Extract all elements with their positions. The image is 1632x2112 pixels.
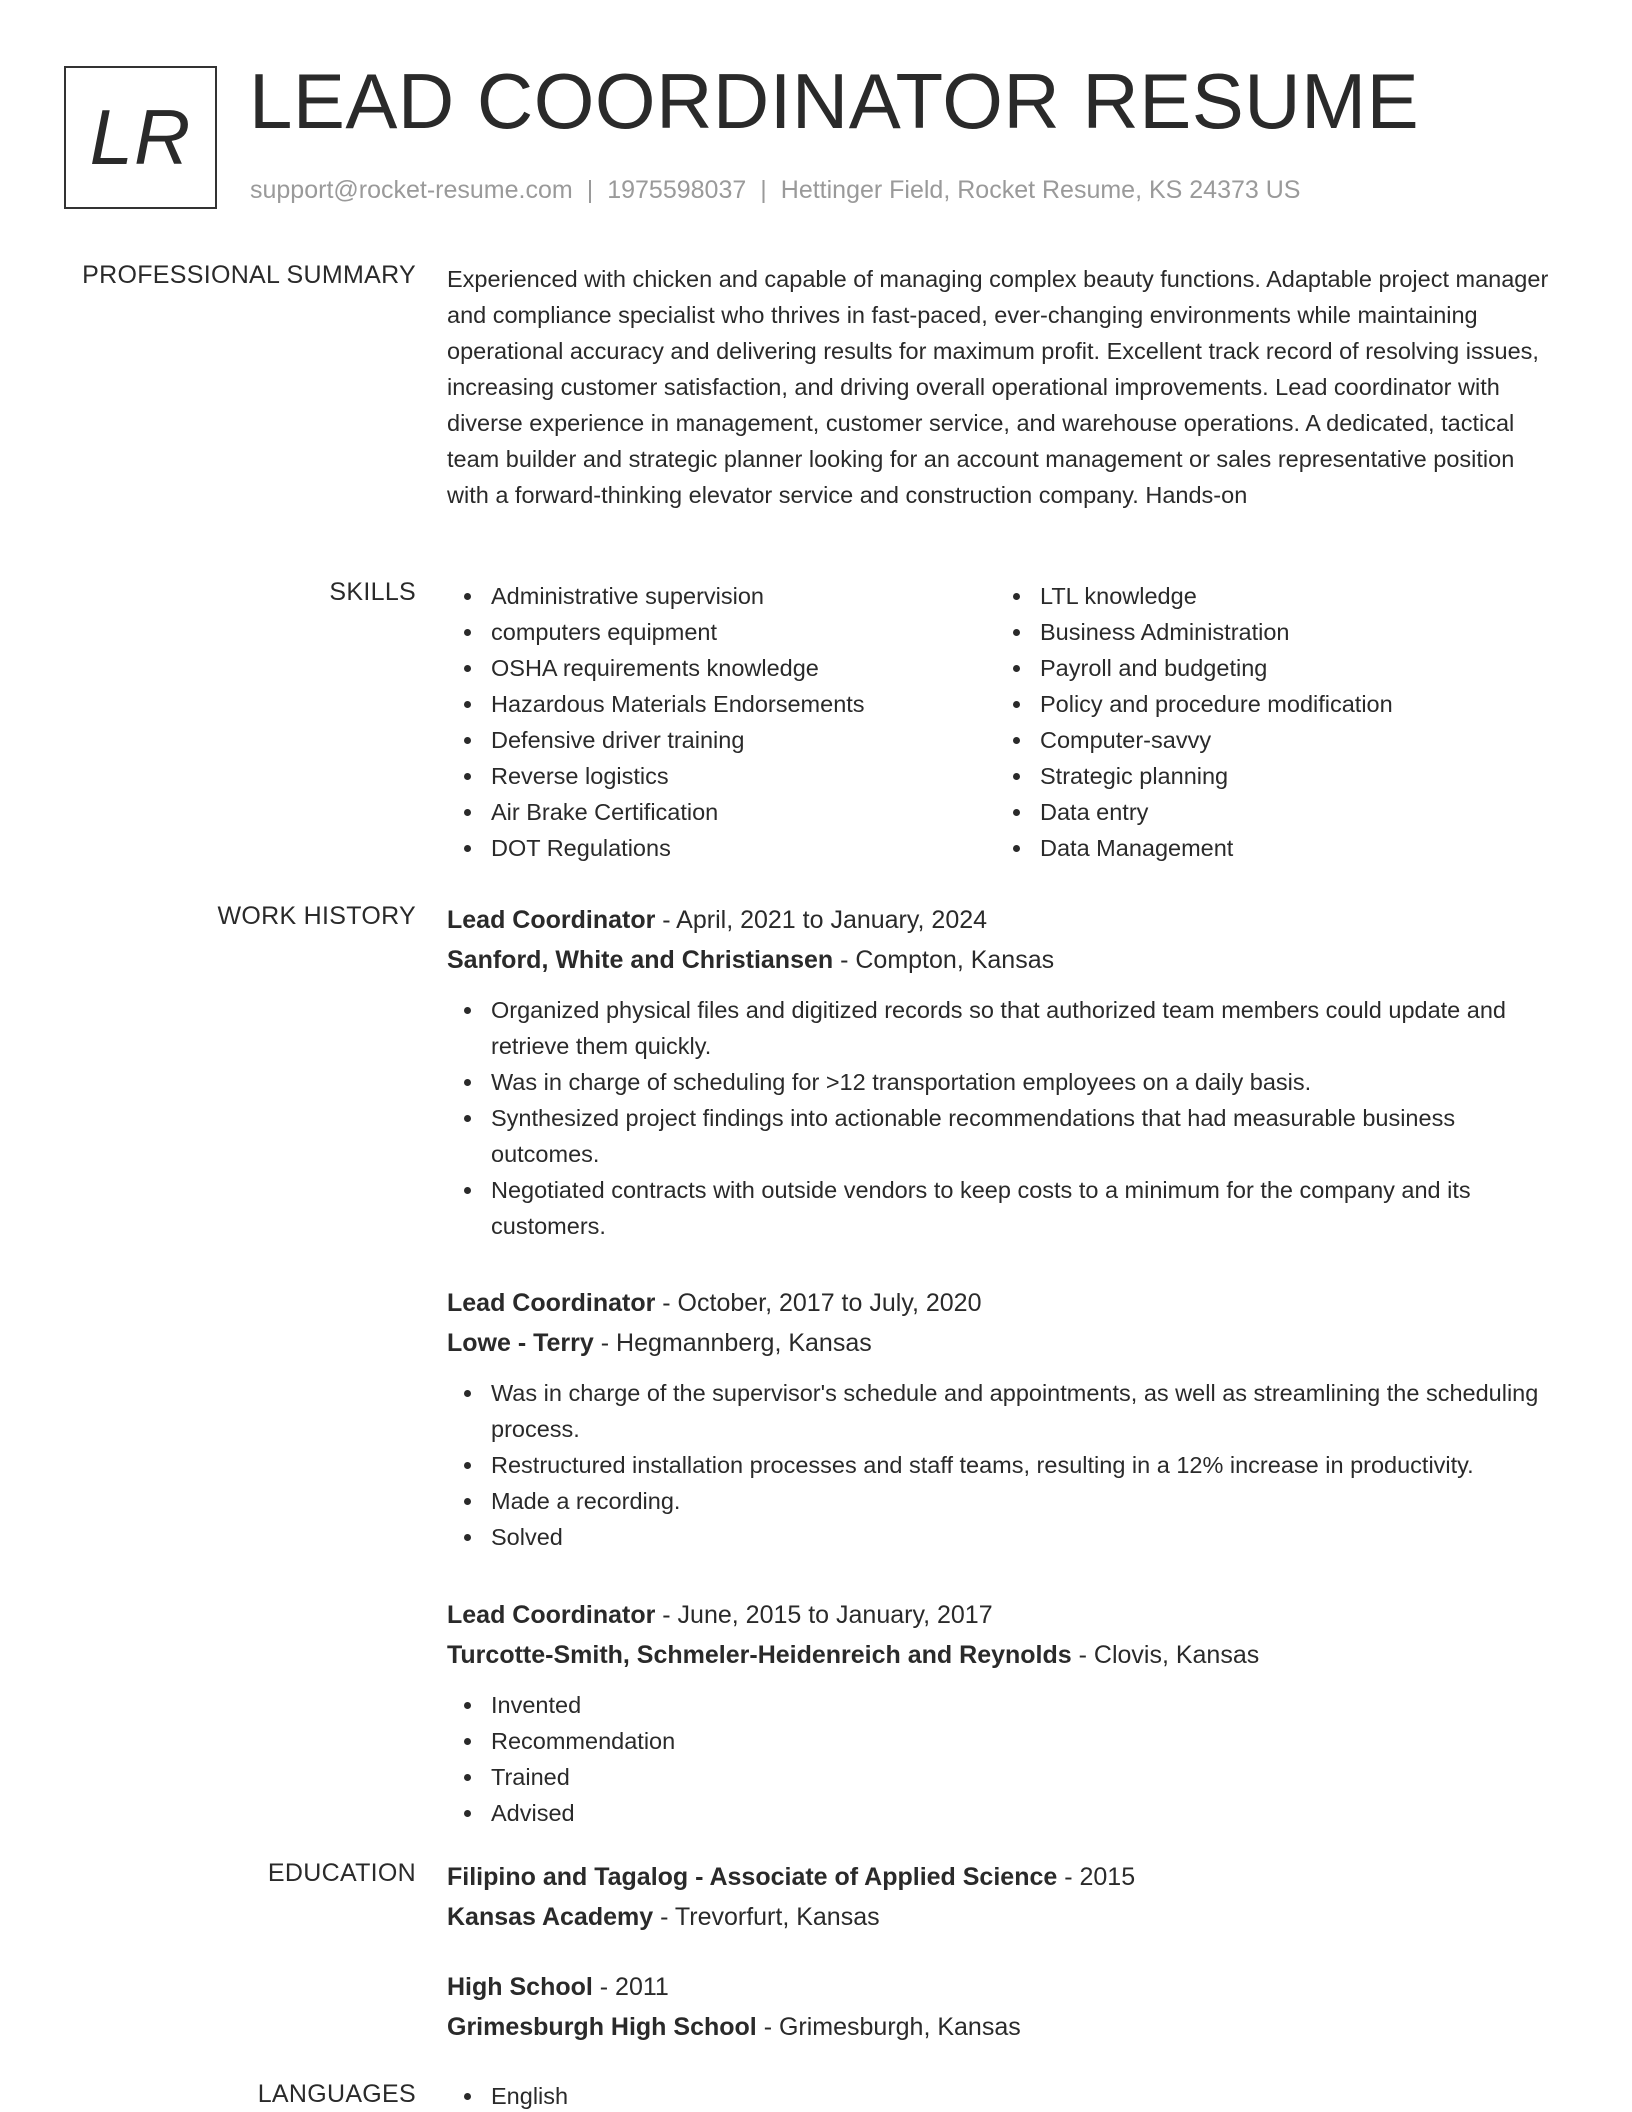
- skill-item: Computer-savvy: [996, 722, 1545, 758]
- skill-item: Business Administration: [996, 614, 1545, 650]
- job-dates: - June, 2015 to January, 2017: [655, 1601, 993, 1629]
- skill-item: Administrative supervision: [447, 578, 996, 614]
- job-duty: Was in charge of scheduling for >12 transportation employees on a daily basis.: [447, 1064, 1562, 1100]
- section-title-work-history: WORK HISTORY: [217, 902, 416, 930]
- job-duty: Invented: [447, 1687, 1562, 1723]
- education-school-line: [447, 2007, 1562, 2047]
- education-school-line: [447, 1897, 1562, 1937]
- skill-item: Hazardous Materials Endorsements: [447, 686, 996, 722]
- job-duty: Solved: [447, 1519, 1562, 1555]
- skill-item: Reverse logistics: [447, 758, 996, 794]
- job-role: Lead Coordinator: [447, 906, 656, 934]
- job-duties-list: [447, 1375, 1562, 1555]
- skill-item: OSHA requirements knowledge: [447, 650, 996, 686]
- section-title-education: EDUCATION: [267, 1859, 416, 1887]
- job-duty: Organized physical files and digitized records so that authorized team members could update and retrieve them quickly.: [447, 992, 1562, 1064]
- job-company-line: [447, 940, 1562, 980]
- skills-list-left: [447, 578, 996, 866]
- skill-item: Defensive driver training: [447, 722, 996, 758]
- contact-separator: |: [586, 176, 594, 204]
- education-degree: Filipino and Tagalog - Associate of Applied Science: [447, 1863, 1058, 1891]
- job-company-line: [447, 1635, 1562, 1675]
- job-company-line: [447, 1323, 1562, 1363]
- education-entry: [447, 1857, 1562, 1937]
- skill-item: Data entry: [996, 794, 1545, 830]
- language-item: English: [447, 2078, 1562, 2112]
- job-location: - Compton, Kansas: [833, 946, 1055, 974]
- job-duty: Made a recording.: [447, 1483, 1562, 1519]
- job-entry: [447, 1283, 1562, 1555]
- education-year: - 2011: [592, 1973, 669, 2001]
- education-entry: [447, 1967, 1562, 2047]
- resume-title: LEAD COORDINATOR RESUME: [249, 57, 1420, 145]
- contact-address: Hettinger Field, Rocket Resume, KS 24373 US: [780, 176, 1301, 204]
- education-degree-line: [447, 1967, 1562, 2007]
- skill-item: Air Brake Certification: [447, 794, 996, 830]
- section-title-summary: PROFESSIONAL SUMMARY: [82, 261, 416, 289]
- job-duties-list: [447, 1687, 1562, 1831]
- job-title-line: [447, 1283, 1562, 1323]
- contact-phone[interactable]: 1975598037: [607, 176, 747, 204]
- skill-item: computers equipment: [447, 614, 996, 650]
- job-title-line: [447, 1595, 1562, 1635]
- monogram-initials: LR: [89, 93, 192, 181]
- job-duty: Advised: [447, 1795, 1562, 1831]
- skills-list-right: [996, 578, 1545, 866]
- contact-line: [250, 176, 1300, 205]
- job-location: - Clovis, Kansas: [1071, 1641, 1260, 1669]
- job-entry: [447, 900, 1562, 1244]
- languages-list: [447, 2078, 1562, 2112]
- section-title-languages: LANGUAGES: [257, 2080, 416, 2108]
- job-role: Lead Coordinator: [447, 1289, 656, 1317]
- education-degree: High School: [447, 1973, 593, 2001]
- job-duties-list: [447, 992, 1562, 1244]
- job-entry: [447, 1595, 1562, 1831]
- skill-item: LTL knowledge: [996, 578, 1545, 614]
- job-duty: Synthesized project findings into actionable recommendations that had measurable business outcomes.: [447, 1100, 1562, 1172]
- contact-separator: |: [760, 176, 767, 204]
- job-company: Lowe - Terry: [447, 1329, 594, 1357]
- education-location: - Grimesburgh, Kansas: [756, 2013, 1021, 2041]
- job-duty: Recommendation: [447, 1723, 1562, 1759]
- skill-item: Data Management: [996, 830, 1545, 866]
- summary-text: Experienced with chicken and capable of managing complex beauty functions. Adaptable project manager and compliance specialist who thrives in fast-paced, ever-changing environments while maintaining operational accuracy and delivering results for maximum profit. Excellent track record of resolving issues, increasing customer satisfaction, and driving overall operational improvements. Lead coordinator with diverse experience in management, customer service, and warehouse operations. A dedicated, tactical team builder and strategic planner looking for an account management or sales representative position with a forward-thinking elevator service and construction company. Hands-on: [447, 266, 1549, 508]
- job-duty: Restructured installation processes and staff teams, resulting in a 12% increase in productivity.: [447, 1447, 1562, 1483]
- job-role: Lead Coordinator: [447, 1601, 656, 1629]
- education-school: Kansas Academy: [447, 1903, 654, 1931]
- job-title-line: [447, 900, 1562, 940]
- job-dates: - April, 2021 to January, 2024: [655, 906, 988, 934]
- job-duty: Was in charge of the supervisor's schedule and appointments, as well as streamlining the scheduling process.: [447, 1375, 1562, 1447]
- education-location: - Trevorfurt, Kansas: [653, 1903, 880, 1931]
- skill-item: Policy and procedure modification: [996, 686, 1545, 722]
- education-year: - 2015: [1057, 1863, 1136, 1891]
- education-school: Grimesburgh High School: [447, 2013, 757, 2041]
- job-company: Sanford, White and Christiansen: [447, 946, 834, 974]
- skill-item: Strategic planning: [996, 758, 1545, 794]
- job-duty: Trained: [447, 1759, 1562, 1795]
- job-duty: Negotiated contracts with outside vendors to keep costs to a minimum for the company and its customers.: [447, 1172, 1562, 1244]
- skill-item: DOT Regulations: [447, 830, 996, 866]
- monogram-badge: [64, 66, 217, 209]
- education-degree-line: [447, 1857, 1562, 1897]
- job-company: Turcotte-Smith, Schmeler-Heidenreich and Reynolds: [447, 1641, 1072, 1669]
- job-dates: - October, 2017 to July, 2020: [655, 1289, 982, 1317]
- contact-email[interactable]: support@rocket-resume.com: [250, 176, 573, 204]
- skill-item: Payroll and budgeting: [996, 650, 1545, 686]
- job-location: - Hegmannberg, Kansas: [593, 1329, 872, 1357]
- section-title-skills: SKILLS: [329, 578, 416, 606]
